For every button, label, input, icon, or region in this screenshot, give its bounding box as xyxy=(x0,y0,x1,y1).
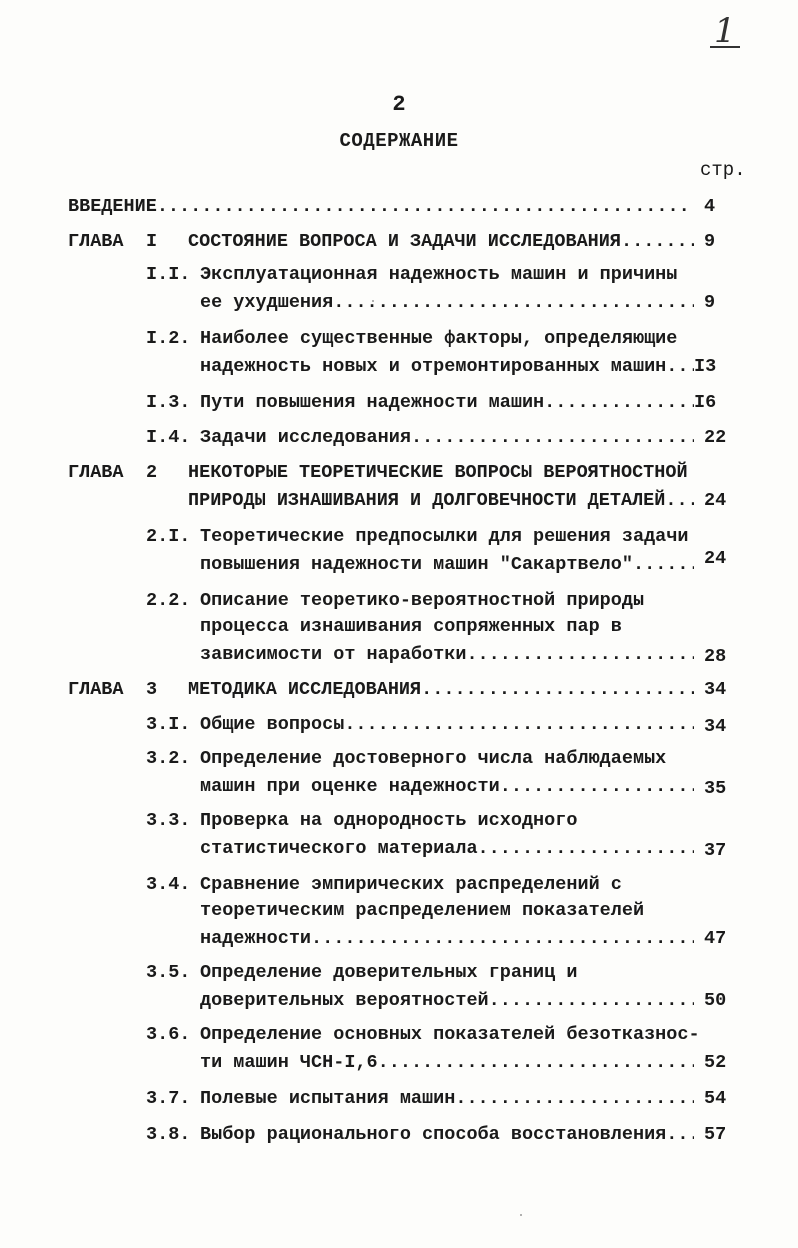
toc-section-3-5[interactable] xyxy=(146,960,190,986)
leader-dots xyxy=(378,1050,694,1076)
section-number: 3.3. xyxy=(146,810,191,831)
section-title-text: Полевые испытания машин xyxy=(200,1088,456,1109)
toc-section-1-3[interactable] xyxy=(146,390,190,416)
toc-section-2-2[interactable] xyxy=(146,588,190,614)
section-title-line-last xyxy=(200,1122,694,1148)
section-title-text: Общие вопросы xyxy=(200,714,345,735)
chapter-title: СОСТОЯНИЕ ВОПРОСА И ЗАДАЧИ ИССЛЕДОВАНИЯ xyxy=(188,231,621,252)
toc-page-number: 52 xyxy=(704,1052,727,1073)
section-title-line-last xyxy=(200,988,694,1014)
toc-section-3-3[interactable] xyxy=(146,808,190,834)
section-title-line-last xyxy=(200,290,694,316)
leader-dots xyxy=(311,926,694,952)
section-title-text: Выбор рационального способа восстановления xyxy=(200,1124,667,1145)
leader-dots xyxy=(466,642,694,668)
section-title-line: Теоретические предпосылки для решения задачи xyxy=(200,526,689,547)
section-number: 3.7. xyxy=(146,1088,191,1109)
toc-page-number: 34 xyxy=(704,679,727,700)
section-title-text: статистического материала xyxy=(200,838,478,859)
toc-section-3-6[interactable] xyxy=(146,1022,190,1048)
section-title-line: Определение основных показателей безотказнос- xyxy=(200,1024,700,1045)
toc-page-number: 28 xyxy=(704,646,727,667)
toc-page-number: 35 xyxy=(704,778,727,799)
section-title-text: Задачи исследования xyxy=(200,427,411,448)
toc-section-1-2[interactable] xyxy=(146,326,190,352)
leader-dots xyxy=(500,774,694,800)
section-title-line-last xyxy=(200,1086,694,1112)
toc-page-number: I6 xyxy=(694,392,717,413)
section-number: I.I. xyxy=(146,264,191,285)
toc-page-number: 47 xyxy=(704,928,727,949)
toc-page-number: 57 xyxy=(704,1124,727,1145)
toc-entry-title: ВВЕДЕНИЕ xyxy=(68,196,157,217)
chapter-title-line-last xyxy=(188,488,694,514)
section-title-line: Наиболее существенные факторы, определяющие xyxy=(200,328,678,349)
leader-dots xyxy=(411,425,694,451)
section-title-text: надежности xyxy=(200,928,312,949)
section-title-line: Определение доверительных границ и xyxy=(200,962,578,983)
section-title-line-last xyxy=(200,390,694,416)
section-title-line-last xyxy=(200,836,694,862)
section-title-line: теоретическим распределением показателей xyxy=(200,900,645,921)
page-column-label: стр. xyxy=(700,159,746,181)
section-title-line-last xyxy=(200,712,694,738)
chapter-number: I xyxy=(146,231,158,252)
section-title-line-last xyxy=(200,774,694,800)
toc-page-number: 24 xyxy=(704,490,727,511)
section-title-text: ее ухудшения xyxy=(200,292,334,313)
section-title-line-last xyxy=(200,425,694,451)
leader-dots xyxy=(633,552,694,578)
leader-dots xyxy=(489,988,694,1014)
toc-page-number: 4 xyxy=(704,196,716,217)
leader-dots xyxy=(344,712,694,738)
section-title-text: зависимости от наработки xyxy=(200,644,467,665)
section-number: 2.2. xyxy=(146,590,191,611)
chapter-title: МЕТОДИКА ИССЛЕДОВАНИЯ xyxy=(188,679,422,700)
leader-dots xyxy=(665,488,694,514)
leader-dots xyxy=(478,836,694,862)
chapter-number: 3 xyxy=(146,679,158,700)
toc-chapter-1-title-line xyxy=(188,229,694,255)
leader-dots xyxy=(455,1086,694,1112)
section-title-line: процесса изнашивания сопряженных пар в xyxy=(200,616,622,637)
section-title-line: Определение достоверного числа наблюдаемых xyxy=(200,748,667,769)
section-title-line-last xyxy=(200,354,694,380)
toc-section-3-4[interactable] xyxy=(146,872,190,898)
section-title-line: Сравнение эмпирических распределений с xyxy=(200,874,622,895)
toc-section-3-7[interactable] xyxy=(146,1086,190,1112)
page-number: 2 xyxy=(392,92,406,117)
chapter-title-line: НЕКОТОРЫЕ ТЕОРЕТИЧЕСКИЕ ВОПРОСЫ ВЕРОЯТНОСТНОЙ xyxy=(188,462,688,483)
leader-dots xyxy=(666,354,694,380)
section-number: 3.8. xyxy=(146,1124,191,1145)
toc-page-number: 22 xyxy=(704,427,727,448)
toc-section-2-1[interactable] xyxy=(146,524,190,550)
leader-dots xyxy=(157,194,694,220)
chapter-word: ГЛАВА xyxy=(68,679,124,700)
scan-speck xyxy=(372,300,374,302)
section-title-line: Описание теоретико-вероятностной природы xyxy=(200,590,645,611)
section-title-text: машин при оценке надежности xyxy=(200,776,500,797)
section-title-line-last xyxy=(200,642,694,668)
toc-chapter-3-title-line xyxy=(188,677,694,703)
handwritten-page-mark: 1 xyxy=(710,16,740,48)
page-title: СОДЕРЖАНИЕ xyxy=(339,130,459,152)
chapter-title-text: ПРИРОДЫ ИЗНАШИВАНИЯ И ДОЛГОВЕЧНОСТИ ДЕТАЛЕЙ xyxy=(188,490,666,511)
chapter-number: 2 xyxy=(146,462,158,483)
section-number: 3.4. xyxy=(146,874,191,895)
section-title-text: ти машин ЧСН-I,6 xyxy=(200,1052,378,1073)
section-title-line-last xyxy=(200,552,694,578)
leader-dots xyxy=(621,229,694,255)
section-number: I.2. xyxy=(146,328,191,349)
section-number: 3.6. xyxy=(146,1024,191,1045)
section-title-line: Эксплуатационная надежность машин и причины xyxy=(200,264,678,285)
toc-section-3-8[interactable] xyxy=(146,1122,190,1148)
toc-section-1-1[interactable] xyxy=(146,262,190,288)
section-number: 3.I. xyxy=(146,714,191,735)
toc-section-3-2[interactable] xyxy=(146,746,190,772)
section-number: I.4. xyxy=(146,427,191,448)
toc-section-3-1[interactable] xyxy=(146,712,190,738)
section-title-line: Проверка на однородность исходного xyxy=(200,810,578,831)
leader-dots xyxy=(333,290,694,316)
leader-dots xyxy=(544,390,694,416)
toc-page-number: 50 xyxy=(704,990,727,1011)
toc-page-number: 9 xyxy=(704,231,716,252)
toc-page-number: 54 xyxy=(704,1088,727,1109)
leader-dots xyxy=(421,677,694,703)
toc-section-1-4[interactable] xyxy=(146,425,190,451)
section-number: I.3. xyxy=(146,392,191,413)
section-title-line-last xyxy=(200,1050,694,1076)
section-title-text: повышения надежности машин "Сакартвело" xyxy=(200,554,633,575)
section-title-line-last xyxy=(200,926,694,952)
toc-page-number: 37 xyxy=(704,840,727,861)
toc-page-number: 24 xyxy=(704,548,727,569)
section-number: 3.5. xyxy=(146,962,191,983)
section-title-text: Пути повышения надежности машин xyxy=(200,392,545,413)
chapter-word: ГЛАВА xyxy=(68,462,124,483)
section-number: 3.2. xyxy=(146,748,191,769)
leader-dots xyxy=(666,1122,694,1148)
toc-page-number: 34 xyxy=(704,716,727,737)
section-title-text: доверительных вероятностей xyxy=(200,990,489,1011)
toc-entry-intro[interactable] xyxy=(68,194,694,220)
section-title-text: надежность новых и отремонтированных машин xyxy=(200,356,667,377)
scan-speck xyxy=(520,1214,522,1216)
section-number: 2.I. xyxy=(146,526,191,547)
toc-page-number: 9 xyxy=(704,292,716,313)
chapter-word: ГЛАВА xyxy=(68,231,124,252)
toc-page-number: I3 xyxy=(694,356,717,377)
